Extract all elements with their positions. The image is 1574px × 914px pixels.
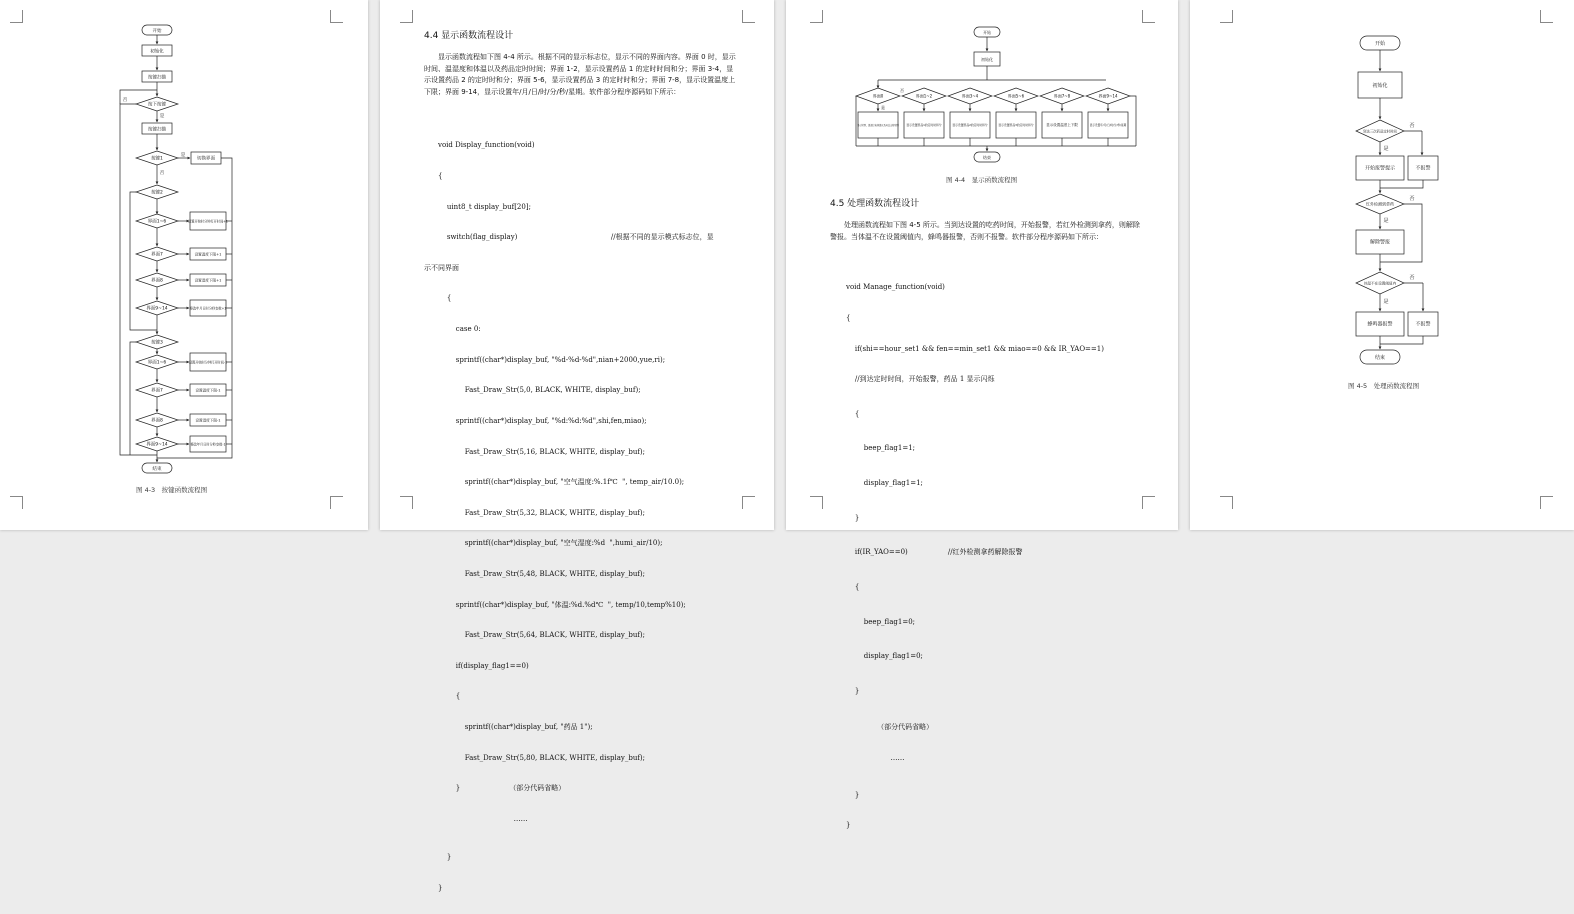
code-line: 示不同界面 [424, 263, 459, 272]
action-a2-label: 设置温度下限+1 [194, 252, 222, 257]
init-label: 初始化 [1372, 83, 1388, 89]
iface914-label: 界面9~14 [1098, 93, 1118, 99]
action-b3-label: 设置湿度下限-1 [195, 418, 221, 423]
code-line: sprintf((char*)display_buf, "%d:%d:%d",shi,fen,miao); [438, 416, 647, 425]
iface-a3-label: 界面8 [151, 278, 163, 284]
code-line: { [438, 172, 443, 181]
code-line: } [846, 686, 860, 695]
code-line: void Display_function(void) [438, 141, 535, 150]
page-2 [380, 0, 774, 893]
no-alarm2-label: 不报警 [1415, 321, 1431, 328]
iface-b4-label: 界面9~14 [146, 442, 168, 448]
code-line: （部分代码省略） [846, 723, 934, 732]
code-line: { [846, 582, 860, 591]
code-line: case 0: [438, 325, 481, 334]
page-4 [1190, 0, 1574, 530]
code-line: display_flag1=0; [846, 652, 923, 661]
key1-label: 按键1 [151, 156, 163, 162]
code-line: Fast_Draw_Str(5,80, BLACK, WHITE, display_buf); [438, 753, 646, 762]
code-line: Fast_Draw_Str(5,48, BLACK, WHITE, display_buf); [438, 569, 646, 578]
no-label: 否 [1409, 196, 1415, 202]
code-line: } [438, 884, 443, 893]
box0-label: 显示时间，温湿度和体温以及药品定时时间 [857, 124, 899, 127]
init-label: 初始化 [981, 57, 993, 62]
action-a4-label: 修改年月日时分秒参数+1 [189, 306, 227, 311]
yes-label: 是 [1383, 146, 1389, 152]
start-label: 开始 [983, 30, 991, 35]
no-label: 否 [1409, 275, 1415, 281]
cond3-label: 体温不在设置阈值内 [1363, 281, 1397, 286]
code-listing [424, 120, 714, 914]
code-listing [846, 262, 1104, 851]
end-label: 结束 [983, 155, 991, 160]
cond1-label: 到达三次药品定时时间 [1363, 129, 1397, 134]
code-line: display_flag1=1; [846, 479, 923, 488]
figure-caption: 图 4-5 处理函数流程图 [1348, 382, 1420, 390]
code-line: } [846, 790, 860, 799]
yes-label: 是 [1383, 218, 1389, 224]
alarm-on-label: 开始报警提示 [1364, 165, 1396, 172]
action-b1-label: 设置开始时分钟打开时间-1 [188, 360, 228, 365]
release-label: 解除警报 [1369, 239, 1391, 246]
box56-label: 显示设置药品3的定时时和分 [998, 123, 1034, 127]
iface0-label: 界面0 [872, 93, 884, 99]
code-line: uint8_t display_buf[20]; [438, 202, 531, 211]
crop-mark [742, 496, 755, 509]
section-paragraph: 显示函数流程如下图 4-4 所示。根据不同的显示标志位，显示不同的界面内容。界面 0 时，显示时间、温湿度和体温以及药品定时时间；界面 1-2，显示设置药品 1 的定时时间和分；界面 3-4，显示设置药品 2 的定时时和分；界面 5-6，显示设置药品 3 的定时时和分；界面 7-8，显示设置温度上下限；界面 9-14，显示设置年/月/日/时/分/秒/星期。软件部分程序源码如下所示： [424, 53, 736, 96]
display-flowchart [786, 0, 1178, 180]
no-alarm1-label: 不报警 [1415, 165, 1431, 172]
code-line: beep_flag1=0; [846, 617, 916, 626]
iface78-label: 界面7~8 [1053, 93, 1071, 99]
key3-label: 按键3 [151, 340, 163, 346]
code-line: { [438, 294, 452, 303]
start-label: 开始 [1374, 41, 1386, 47]
figure-caption: 图 4-3 按键函数流程图 [136, 486, 208, 494]
no-label: 否 [122, 98, 128, 103]
crop-mark [742, 10, 755, 23]
iface-a2-label: 界面7 [151, 252, 163, 258]
key2-label: 按键2 [151, 190, 163, 196]
code-line: } [846, 513, 860, 522]
end-label: 结束 [1374, 355, 1386, 361]
page-1 [0, 0, 368, 530]
no-label: 否 [1409, 123, 1415, 129]
iface12-label: 界面1~2 [915, 93, 933, 99]
code-line: { [846, 314, 851, 323]
crop-mark [400, 496, 413, 509]
action-b2-label: 设置温度下限-1 [195, 388, 221, 393]
code-line: beep_flag1=1; [846, 444, 916, 453]
cond2-label: 红外检测到拿药 [1366, 201, 1394, 207]
code-line: //到达定时时间，开始报警，药品 1 显示闪烁 [846, 375, 995, 384]
key-flowchart [0, 0, 368, 500]
iface56-label: 界面5~6 [1007, 93, 1025, 99]
code-line: if(IR_YAO==0) //红外检测拿药解除报警 [846, 548, 1023, 557]
box34-label: 显示设置药品2的定时时和分 [952, 123, 988, 127]
read-key-label: 按键扫描 [148, 75, 166, 81]
loop-cond-label: 按下按键 [148, 102, 166, 108]
iface-b2-label: 界面7 [151, 388, 163, 394]
code-line: Fast_Draw_Str(5,32, BLACK, WHITE, display_buf); [438, 508, 646, 517]
buzzer-label: 蜂鸣器报警 [1367, 321, 1393, 328]
code-line: sprintf((char*)display_buf, "空气温度:%.1f℃ ", temp_air/10.0); [438, 478, 685, 487]
crop-mark [810, 496, 823, 509]
code-line: …… [438, 814, 528, 823]
no-label: 否 [159, 171, 165, 176]
section-paragraph: 处理函数流程如下图 4-5 所示。当到达设置的吃药时间，开始报警，若红外检测到拿药，则解除警报。当体温不在设置阈值内，蜂鸣器报警，否则不报警。软件部分程序源码如下所示： [830, 221, 1140, 241]
iface-a4-label: 界面9~14 [146, 306, 168, 312]
box78-label: 显示设置温度上下限 [1046, 123, 1078, 127]
section-heading: 4.5 处理函数流程设计 [830, 199, 920, 209]
code-line: } [846, 821, 851, 830]
code-line: if(display_flag1==0) [438, 661, 529, 670]
code-line: Fast_Draw_Str(5,16, BLACK, WHITE, display_buf); [438, 447, 646, 456]
code-line: } [438, 853, 452, 862]
action-a1-label: 设置开始时分钟打开时间+1 [188, 219, 228, 224]
yes-label: 是 [881, 105, 885, 110]
code-line: { [846, 409, 860, 418]
code-line: Fast_Draw_Str(5,0, BLACK, WHITE, display_buf); [438, 386, 641, 395]
code-line: switch(flag_display) //根据不同的显示模式标志位，显 [438, 233, 714, 242]
action-b4-label: 修改年月日时分秒参数-1 [190, 442, 226, 447]
code-line: sprintf((char*)display_buf, "体温:%d.%d℃ ", temp/10,temp%10); [438, 600, 686, 609]
yes-label: 是 [1383, 299, 1389, 305]
code-line: Fast_Draw_Str(5,64, BLACK, WHITE, display_buf); [438, 631, 646, 640]
box914-label: 显示设置年/月/日/时/分/秒/星期 [1089, 124, 1127, 127]
code-line: } （部分代码省略） [438, 784, 566, 793]
code-line: sprintf((char*)display_buf, "药品 1"); [438, 722, 593, 731]
crop-mark [1142, 496, 1155, 509]
init-label: 初始化 [150, 49, 164, 55]
yes-label: 是 [180, 153, 186, 158]
scan-label: 按键扫描 [148, 127, 166, 133]
crop-mark [1540, 496, 1553, 509]
code-line: sprintf((char*)display_buf, "%d-%d-%d",nian+2000,yue,ri); [438, 355, 666, 364]
iface-b1-label: 界面1~6 [147, 360, 167, 366]
code-line: void Manage_function(void) [846, 283, 945, 292]
figure-caption: 图 4-4 显示函数流程图 [946, 176, 1018, 184]
code-line: sprintf((char*)display_buf, "空气湿度:%d ",humi_air/10); [438, 539, 663, 548]
section-heading: 4.4 显示函数流程设计 [424, 31, 514, 41]
page-3 [786, 0, 1178, 830]
no-label: 否 [900, 88, 904, 93]
iface-a1-label: 界面1~6 [147, 219, 167, 225]
crop-mark [1220, 496, 1233, 509]
iface34-label: 界面3~4 [961, 93, 979, 99]
yes-label: 是 [159, 114, 165, 119]
end-label: 结束 [152, 467, 162, 472]
crop-mark [400, 10, 413, 23]
iface-b3-label: 界面8 [151, 418, 163, 424]
code-line: if(shi==hour_set1 && fen==min_set1 && miao==0 && IR_YAO==1) [846, 344, 1104, 353]
code-line: …… [846, 753, 905, 762]
action-a3-label: 设置湿度下限+1 [194, 278, 222, 283]
process-flowchart [1190, 0, 1574, 400]
box12-label: 显示设置药品1的定时时和分 [906, 123, 942, 127]
switch-ui-label: 切换界面 [197, 156, 215, 162]
code-line: { [438, 692, 461, 701]
start-label: 开始 [152, 29, 162, 34]
